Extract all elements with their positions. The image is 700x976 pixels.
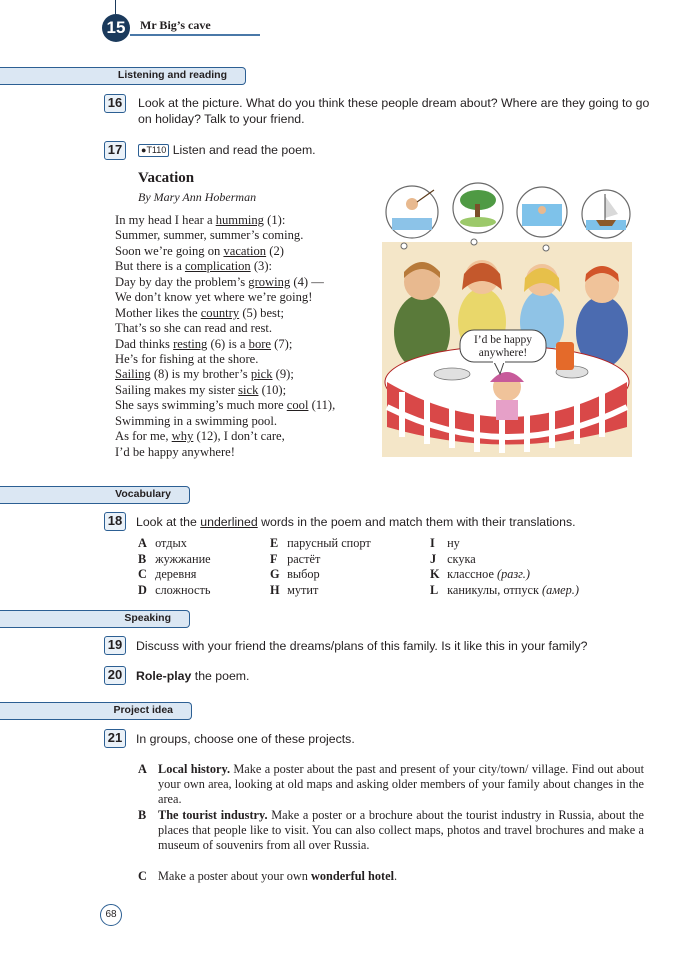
poem-body xyxy=(115,213,335,460)
audio-track-tag[interactable]: ●T110 xyxy=(138,144,169,157)
vocab-translation: отдых xyxy=(152,536,187,550)
poem-text: (6) is a xyxy=(207,336,249,351)
ex20-rest: the poem. xyxy=(191,669,250,683)
poem-text: We don’t know yet where we’re going! xyxy=(115,290,313,305)
poem-text: She says swimming’s much more xyxy=(115,398,287,413)
poem-line xyxy=(115,337,335,352)
project-a-letter: A xyxy=(138,762,147,776)
project-a-text xyxy=(158,762,644,808)
project-a-rest: Make a poster about the past and present of your city/town/ village. Find out about your own area, looking at old maps and asking older members of your family about changes in the area. xyxy=(158,762,644,807)
vocab-item xyxy=(270,567,371,583)
project-c-before: Make a poster about your own xyxy=(158,869,311,883)
underlined-word: growing xyxy=(248,274,291,289)
project-b-letter: B xyxy=(138,808,147,822)
vocab-item xyxy=(430,552,579,568)
underlined-word: pick xyxy=(250,367,273,382)
project-c-after: . xyxy=(394,869,398,883)
vocab-letter: L xyxy=(430,582,439,597)
ex18-text-underlined: underlined xyxy=(200,515,258,529)
underlined-word: humming xyxy=(215,213,264,227)
poem-line xyxy=(115,367,335,382)
poem-line xyxy=(115,429,335,444)
header-tick xyxy=(115,0,116,14)
exercise-number-16: 16 xyxy=(104,94,126,113)
vocab-letter: F xyxy=(270,551,278,566)
vocab-item xyxy=(430,583,579,599)
section-tab-project: Project idea xyxy=(0,702,192,720)
poem-text: (10); xyxy=(258,382,287,397)
vocab-item xyxy=(430,536,579,552)
poem-text: Soon we’re going on xyxy=(115,243,224,258)
speech-bubble-text: I’d be happy anywhere! xyxy=(473,334,533,359)
vocab-translation: скука xyxy=(444,551,476,566)
vocab-item xyxy=(138,552,211,568)
poem-text: (7); xyxy=(271,336,293,351)
poem-text: Sailing makes my sister xyxy=(115,382,239,397)
poem-author: By Mary Ann Hoberman xyxy=(138,190,257,204)
vocab-item xyxy=(270,552,371,568)
underlined-word: why xyxy=(171,429,194,444)
poem-line xyxy=(115,244,335,259)
project-c-bold: wonderful hotel xyxy=(311,869,395,883)
poem-text: (3): xyxy=(250,259,273,274)
underlined-word: sick xyxy=(238,382,259,397)
underlined-word: bore xyxy=(248,336,272,351)
section-tab-listening: Listening and reading xyxy=(0,67,246,85)
vocab-translation: мутит xyxy=(284,582,319,597)
poem-line xyxy=(115,213,335,228)
poem-text: Swimming in a swimming pool. xyxy=(115,413,277,428)
thought-bubble-sailing xyxy=(582,190,630,238)
vocab-letter: C xyxy=(138,567,147,581)
project-c-letter: C xyxy=(138,869,147,883)
unit-number-badge: 15 xyxy=(102,14,130,42)
vocab-translation: жужжание xyxy=(152,551,211,566)
poem-text: (8) is my brother’s xyxy=(150,367,251,382)
vocab-translation: деревня xyxy=(152,567,197,581)
vocab-translation: классное xyxy=(444,567,494,581)
exercise-19-text: Discuss with your friend the dreams/plans of this family. Is it like this in your family? xyxy=(136,639,588,653)
vocab-letter: A xyxy=(138,536,147,550)
underlined-word: country xyxy=(200,305,240,320)
vocab-item xyxy=(138,567,211,583)
exercise-number-21: 21 xyxy=(104,729,126,748)
exercise-17-text: Listen and read the poem. xyxy=(172,143,316,157)
exercise-number-17: 17 xyxy=(104,141,126,160)
poem-line xyxy=(115,290,335,305)
vocab-letter: J xyxy=(430,551,437,566)
ex18-text-before: Look at the xyxy=(136,515,201,529)
poem-text: Mother likes the xyxy=(115,305,201,320)
poem-text: But there is a xyxy=(115,259,185,274)
poem-title: Vacation xyxy=(138,170,195,186)
thought-bubble-fishing xyxy=(386,186,438,249)
poem-text: (12), I don’t care, xyxy=(193,429,285,444)
exercise-16-text: Look at the picture. What do you think these people dream about? Where are they going to go on holiday? Talk to your friend. xyxy=(138,96,650,126)
underlined-word: Sailing xyxy=(115,367,151,382)
thought-bubble-swimming xyxy=(517,187,567,251)
vocab-column-2 xyxy=(270,536,371,598)
vocab-item xyxy=(270,536,371,552)
underlined-word: complication xyxy=(184,259,251,274)
audio-track-label: T110 xyxy=(146,145,167,155)
vocab-note: (амер.) xyxy=(538,582,579,597)
vocab-translation: парусный спорт xyxy=(284,536,371,550)
project-a-bold: Local history. xyxy=(158,762,231,776)
section-tab-vocabulary: Vocabulary xyxy=(0,486,190,504)
vocab-item xyxy=(430,567,579,583)
poem-line xyxy=(115,228,335,243)
underlined-word: cool xyxy=(286,398,309,413)
exercise-18-text xyxy=(136,515,656,531)
ex20-bold: Role-play xyxy=(136,669,192,683)
poem-line xyxy=(115,383,335,398)
vocab-column-3 xyxy=(430,536,579,598)
poem-line xyxy=(115,445,335,460)
poem-text: (11), xyxy=(308,398,336,413)
underlined-word: resting xyxy=(173,336,208,351)
vocab-translation: сложность xyxy=(152,582,211,597)
unit-title: Mr Big’s cave xyxy=(140,18,211,32)
vocab-translation: растёт xyxy=(284,551,321,566)
exercise-17-line xyxy=(138,143,438,159)
plate-icon xyxy=(434,368,470,380)
poem-line xyxy=(115,321,335,336)
family-illustration xyxy=(382,182,632,457)
project-b-rest: Make a poster or a brochure about the tourist industry in Russia, about the places that people like to visit. You can also collect maps, photos and travel brochures and make a museum of souvenirs from all over Russia. xyxy=(158,808,644,853)
project-b-bold: The tourist industry. xyxy=(158,808,268,822)
poem-text: Summer, summer, summer’s coming. xyxy=(115,228,304,243)
vocab-letter: H xyxy=(270,582,280,597)
vocab-letter: K xyxy=(430,567,440,581)
poem-text: I’d be happy anywhere! xyxy=(115,444,235,459)
poem-text: (1): xyxy=(263,213,286,227)
poem-line xyxy=(115,414,335,429)
vocab-note: (разг.) xyxy=(493,567,530,581)
vocab-letter: B xyxy=(138,551,147,566)
project-c-text xyxy=(158,869,644,884)
poem-text: (9); xyxy=(272,367,294,382)
vocab-column-1 xyxy=(138,536,211,598)
poem-line xyxy=(115,398,335,413)
poem-text: As for me, xyxy=(115,429,172,444)
poem-text: (4) — xyxy=(290,274,324,289)
vocab-translation: каникулы, отпуск xyxy=(444,582,539,597)
poem-text: Dad thinks xyxy=(115,336,174,351)
vocab-item xyxy=(138,536,211,552)
poem-line xyxy=(115,259,335,274)
poem-text: In my head I hear a xyxy=(115,213,216,227)
vocab-item xyxy=(138,583,211,599)
vocab-translation: ну xyxy=(444,536,460,550)
poem-line xyxy=(115,306,335,321)
page-number: 68 xyxy=(100,904,122,926)
unit-title-rule xyxy=(130,34,260,36)
vocab-letter: E xyxy=(270,536,279,550)
exercise-21-text: In groups, choose one of these projects. xyxy=(136,732,355,746)
exercise-20-text xyxy=(136,669,436,685)
vocab-letter: I xyxy=(430,536,435,550)
poem-text: He’s for fishing at the shore. xyxy=(115,351,259,366)
poem-line xyxy=(115,352,335,367)
vocab-letter: G xyxy=(270,567,280,581)
vocab-translation: выбор xyxy=(284,567,320,581)
exercise-number-19: 19 xyxy=(104,636,126,655)
poem-text: That’s so she can read and rest. xyxy=(115,321,273,336)
poem-text: (5) best; xyxy=(239,305,284,320)
vocab-item xyxy=(270,583,371,599)
ex18-text-after: words in the poem and match them with their translations. xyxy=(257,515,576,529)
jug-icon xyxy=(556,342,574,370)
exercise-number-18: 18 xyxy=(104,512,126,531)
project-b-text xyxy=(158,808,644,854)
vocab-letter: D xyxy=(138,582,147,597)
exercise-number-20: 20 xyxy=(104,666,126,685)
poem-text: Day by day the problem’s xyxy=(115,274,249,289)
poem-text: (2) xyxy=(266,243,284,258)
section-tab-speaking: Speaking xyxy=(0,610,190,628)
thought-bubble-country xyxy=(453,183,503,245)
poem-line xyxy=(115,275,335,290)
underlined-word: vacation xyxy=(223,243,267,258)
family-picnic-illustration xyxy=(382,182,632,457)
